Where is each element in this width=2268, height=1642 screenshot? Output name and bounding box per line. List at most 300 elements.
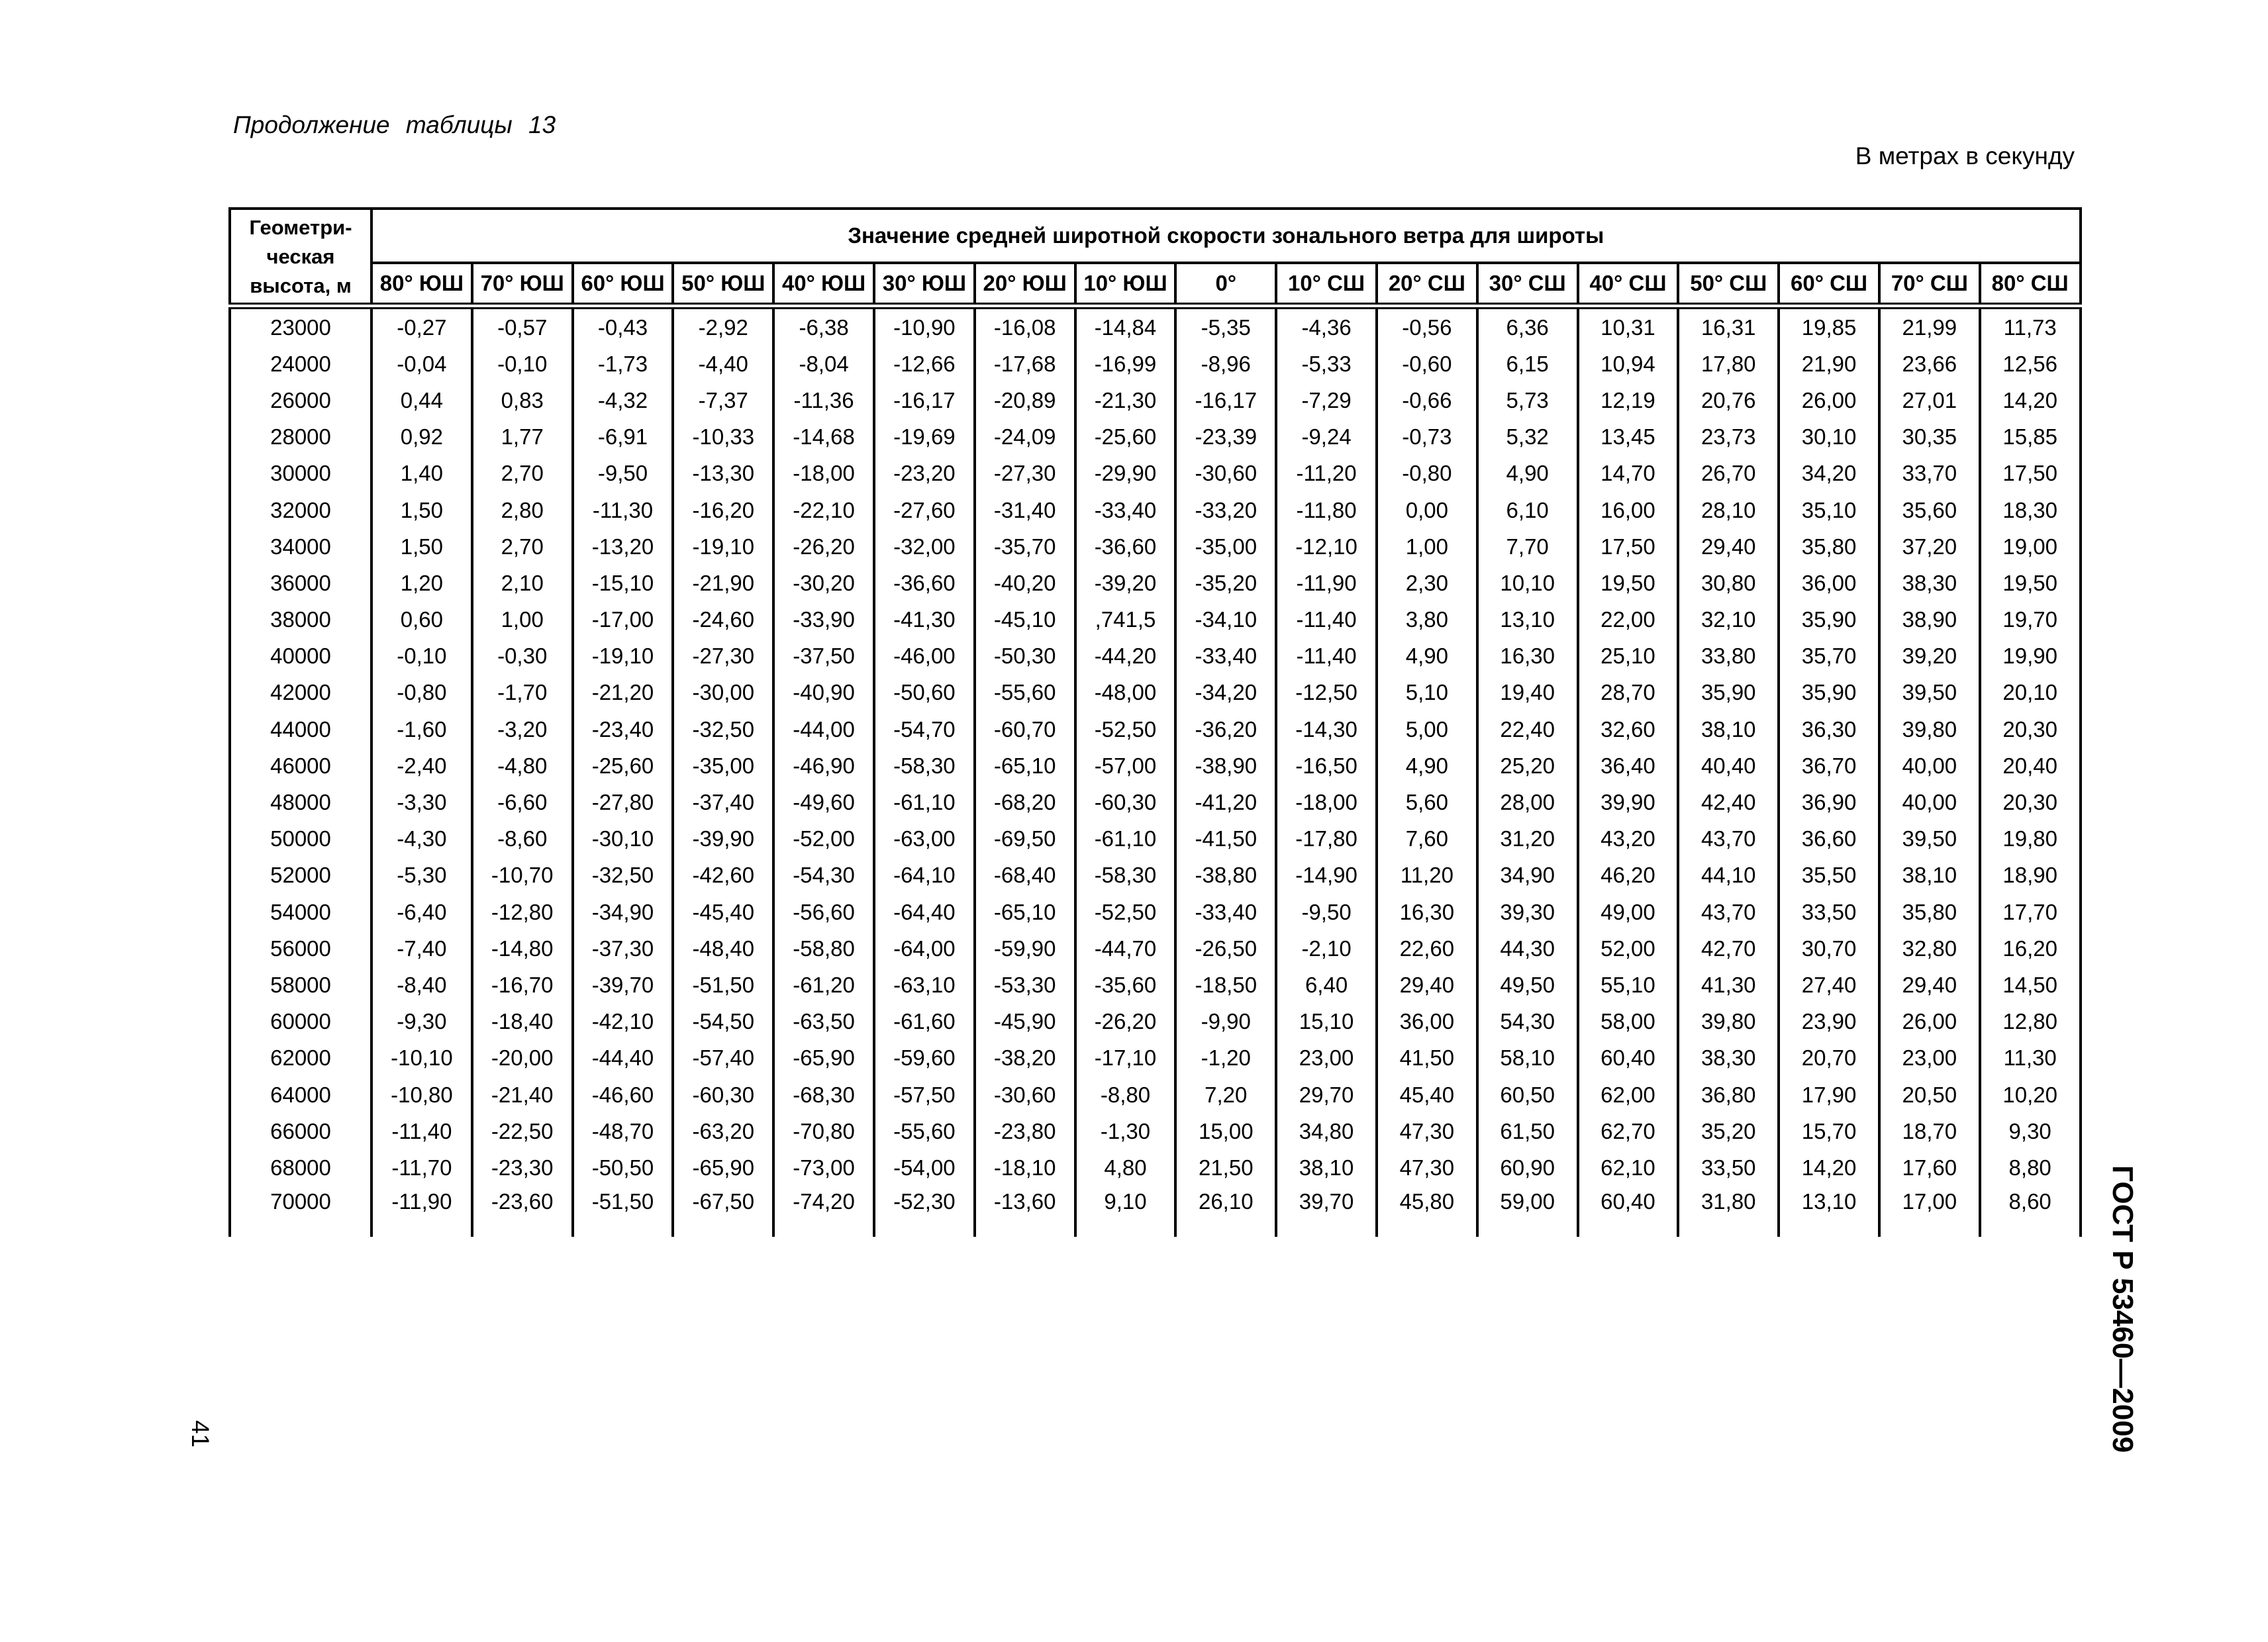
wind-speed-cell: 13,10 bbox=[1779, 1186, 1879, 1237]
wind-speed-cell: -26,20 bbox=[773, 528, 874, 565]
wind-speed-cell: -33,40 bbox=[1075, 492, 1176, 528]
wind-speed-cell: -23,60 bbox=[472, 1186, 573, 1237]
wind-speed-cell: 38,30 bbox=[1678, 1040, 1779, 1077]
header-row-latitudes bbox=[230, 263, 2081, 306]
height-cell: 24000 bbox=[230, 346, 371, 382]
table-caption: Продолжение таблицы 13 bbox=[233, 111, 556, 138]
height-cell: 70000 bbox=[230, 1186, 371, 1237]
wind-speed-cell: 3,80 bbox=[1377, 602, 1477, 638]
wind-speed-cell: -21,90 bbox=[673, 565, 773, 601]
wind-speed-cell: -46,90 bbox=[773, 748, 874, 784]
wind-speed-cell: -36,60 bbox=[1075, 528, 1176, 565]
wind-speed-cell: 4,90 bbox=[1377, 638, 1477, 675]
wind-speed-cell: -30,20 bbox=[773, 565, 874, 601]
wind-speed-cell: -26,20 bbox=[1075, 1004, 1176, 1040]
wind-speed-cell: 23,00 bbox=[1879, 1040, 1980, 1077]
latitude-header: 20° ЮШ bbox=[975, 263, 1075, 306]
wind-speed-cell: 14,20 bbox=[1779, 1149, 1879, 1186]
table-row bbox=[230, 930, 2081, 967]
wind-speed-cell: 42,70 bbox=[1678, 930, 1779, 967]
wind-speed-cell: -67,50 bbox=[673, 1186, 773, 1237]
wind-speed-cell: 39,20 bbox=[1879, 638, 1980, 675]
height-cell: 34000 bbox=[230, 528, 371, 565]
wind-speed-cell: 54,30 bbox=[1477, 1004, 1578, 1040]
wind-speed-cell: -32,50 bbox=[673, 711, 773, 748]
wind-speed-cell: -33,40 bbox=[1175, 638, 1276, 675]
latitude-header: 10° СШ bbox=[1276, 263, 1377, 306]
wind-speed-cell: 23,66 bbox=[1879, 346, 1980, 382]
wind-speed-cell: 17,50 bbox=[1578, 528, 1679, 565]
wind-speed-cell: 5,73 bbox=[1477, 382, 1578, 418]
wind-speed-cell: 35,10 bbox=[1779, 492, 1879, 528]
wind-speed-cell: -5,35 bbox=[1175, 306, 1276, 346]
wind-speed-cell: 36,60 bbox=[1779, 821, 1879, 857]
latitude-header: 40° СШ bbox=[1578, 263, 1679, 306]
wind-speed-cell: 12,80 bbox=[1980, 1004, 2081, 1040]
wind-speed-cell: 30,80 bbox=[1678, 565, 1779, 601]
wind-speed-cell: 2,70 bbox=[472, 456, 573, 492]
wind-speed-cell: -60,30 bbox=[673, 1077, 773, 1113]
wind-speed-cell: -0,60 bbox=[1377, 346, 1477, 382]
height-cell: 32000 bbox=[230, 492, 371, 528]
wind-speed-cell: 39,30 bbox=[1477, 894, 1578, 930]
wind-speed-cell: -11,36 bbox=[773, 382, 874, 418]
wind-speed-cell: 36,90 bbox=[1779, 784, 1879, 820]
wind-speed-cell: 41,30 bbox=[1678, 967, 1779, 1003]
wind-speed-cell: -61,10 bbox=[1075, 821, 1176, 857]
height-header-line: высота, м bbox=[250, 274, 352, 297]
wind-speed-cell: -38,90 bbox=[1175, 748, 1276, 784]
wind-speed-cell: -33,90 bbox=[773, 602, 874, 638]
wind-speed-cell: -49,60 bbox=[773, 784, 874, 820]
wind-speed-cell: -64,40 bbox=[874, 894, 975, 930]
wind-speed-cell: 1,50 bbox=[371, 528, 472, 565]
latitude-header: 40° ЮШ bbox=[773, 263, 874, 306]
wind-speed-cell: -37,50 bbox=[773, 638, 874, 675]
wind-speed-cell: 26,00 bbox=[1779, 382, 1879, 418]
wind-speed-cell: 20,70 bbox=[1779, 1040, 1879, 1077]
wind-speed-cell: 30,35 bbox=[1879, 419, 1980, 456]
wind-speed-cell: -63,10 bbox=[874, 967, 975, 1003]
wind-speed-cell: -12,50 bbox=[1276, 675, 1377, 711]
wind-speed-cell: -27,60 bbox=[874, 492, 975, 528]
wind-speed-cell: -11,80 bbox=[1276, 492, 1377, 528]
wind-speed-cell: 62,70 bbox=[1578, 1113, 1679, 1149]
wind-speed-cell: -16,70 bbox=[472, 967, 573, 1003]
wind-speed-cell: 16,30 bbox=[1477, 638, 1578, 675]
wind-speed-cell: 9,10 bbox=[1075, 1186, 1176, 1237]
wind-speed-cell: 15,10 bbox=[1276, 1004, 1377, 1040]
wind-speed-cell: -11,20 bbox=[1276, 456, 1377, 492]
wind-speed-cell: -14,84 bbox=[1075, 306, 1176, 346]
wind-speed-cell: 17,60 bbox=[1879, 1149, 1980, 1186]
wind-speed-cell: -4,32 bbox=[573, 382, 673, 418]
wind-speed-cell: -11,90 bbox=[371, 1186, 472, 1237]
wind-speed-cell: 58,10 bbox=[1477, 1040, 1578, 1077]
wind-speed-cell: 7,70 bbox=[1477, 528, 1578, 565]
wind-speed-cell: -58,80 bbox=[773, 930, 874, 967]
table-body bbox=[230, 306, 2081, 1237]
wind-speed-cell: -61,10 bbox=[874, 784, 975, 820]
wind-speed-cell: 28,70 bbox=[1578, 675, 1679, 711]
wind-speed-cell: -32,00 bbox=[874, 528, 975, 565]
height-column-header bbox=[230, 209, 371, 306]
wind-speed-cell: -39,90 bbox=[673, 821, 773, 857]
wind-speed-cell: 27,40 bbox=[1779, 967, 1879, 1003]
wind-speed-cell: 16,20 bbox=[1980, 930, 2081, 967]
wind-speed-cell: -52,30 bbox=[874, 1186, 975, 1237]
wind-speed-cell: 34,90 bbox=[1477, 857, 1578, 894]
wind-speed-cell: -17,00 bbox=[573, 602, 673, 638]
wind-speed-cell: -65,10 bbox=[975, 894, 1075, 930]
wind-speed-cell: -52,00 bbox=[773, 821, 874, 857]
wind-speed-cell: -10,70 bbox=[472, 857, 573, 894]
wind-speed-cell: 5,32 bbox=[1477, 419, 1578, 456]
wind-speed-cell: 37,20 bbox=[1879, 528, 1980, 565]
wind-speed-cell: 10,10 bbox=[1477, 565, 1578, 601]
wind-speed-cell: 22,00 bbox=[1578, 602, 1679, 638]
wind-speed-cell: 19,70 bbox=[1980, 602, 2081, 638]
wind-speed-cell: -50,50 bbox=[573, 1149, 673, 1186]
wind-speed-cell: -38,80 bbox=[1175, 857, 1276, 894]
wind-speed-cell: 62,00 bbox=[1578, 1077, 1679, 1113]
wind-speed-cell: -22,10 bbox=[773, 492, 874, 528]
wind-speed-cell: 9,30 bbox=[1980, 1113, 2081, 1149]
wind-speed-cell: 18,70 bbox=[1879, 1113, 1980, 1149]
wind-speed-cell: 39,70 bbox=[1276, 1186, 1377, 1237]
wind-speed-cell: -57,00 bbox=[1075, 748, 1176, 784]
wind-speed-cell: -11,70 bbox=[371, 1149, 472, 1186]
wind-speed-cell: 35,90 bbox=[1779, 602, 1879, 638]
wind-speed-cell: -12,10 bbox=[1276, 528, 1377, 565]
wind-speed-cell: 23,73 bbox=[1678, 419, 1779, 456]
wind-speed-cell: -35,60 bbox=[1075, 967, 1176, 1003]
wind-speed-cell: -11,90 bbox=[1276, 565, 1377, 601]
wind-speed-cell: -3,20 bbox=[472, 711, 573, 748]
wind-speed-cell: 6,40 bbox=[1276, 967, 1377, 1003]
wind-speed-cell: -8,40 bbox=[371, 967, 472, 1003]
wind-speed-cell: -4,36 bbox=[1276, 306, 1377, 346]
wind-speed-cell: 2,70 bbox=[472, 528, 573, 565]
wind-speed-cell: 16,31 bbox=[1678, 306, 1779, 346]
height-cell: 26000 bbox=[230, 382, 371, 418]
wind-speed-cell: 1,00 bbox=[472, 602, 573, 638]
wind-speed-cell: -15,10 bbox=[573, 565, 673, 601]
wind-speed-cell: 30,70 bbox=[1779, 930, 1879, 967]
wind-speed-cell: -11,40 bbox=[1276, 638, 1377, 675]
wind-speed-cell: -36,60 bbox=[874, 565, 975, 601]
wind-speed-cell: ,741,5 bbox=[1075, 602, 1176, 638]
latitude-header: 0° bbox=[1175, 263, 1276, 306]
table-row bbox=[230, 1077, 2081, 1113]
wind-speed-cell: -54,30 bbox=[773, 857, 874, 894]
wind-speed-cell: -31,40 bbox=[975, 492, 1075, 528]
height-cell: 28000 bbox=[230, 419, 371, 456]
wind-speed-cell: 35,90 bbox=[1779, 675, 1879, 711]
wind-speed-cell: 38,10 bbox=[1879, 857, 1980, 894]
wind-speed-table bbox=[228, 207, 2082, 1237]
wind-speed-cell: -5,30 bbox=[371, 857, 472, 894]
wind-speed-cell: 29,40 bbox=[1678, 528, 1779, 565]
wind-speed-cell: -44,40 bbox=[573, 1040, 673, 1077]
wind-speed-cell: -59,60 bbox=[874, 1040, 975, 1077]
table-row bbox=[230, 748, 2081, 784]
wind-speed-cell: -54,00 bbox=[874, 1149, 975, 1186]
wind-speed-cell: 4,80 bbox=[1075, 1149, 1176, 1186]
wind-speed-cell: 20,30 bbox=[1980, 784, 2081, 820]
wind-speed-cell: 17,80 bbox=[1678, 346, 1779, 382]
wind-speed-cell: 2,10 bbox=[472, 565, 573, 601]
wind-speed-cell: -44,20 bbox=[1075, 638, 1176, 675]
wind-speed-cell: 49,50 bbox=[1477, 967, 1578, 1003]
wind-speed-cell: -19,69 bbox=[874, 419, 975, 456]
wind-speed-cell: -5,33 bbox=[1276, 346, 1377, 382]
wind-speed-cell: 22,40 bbox=[1477, 711, 1578, 748]
units-note: В метрах в секунду bbox=[1855, 142, 2075, 169]
wind-speed-cell: -25,60 bbox=[573, 748, 673, 784]
latitude-header: 70° ЮШ bbox=[472, 263, 573, 306]
wind-speed-cell: -55,60 bbox=[975, 675, 1075, 711]
wind-speed-cell: -21,20 bbox=[573, 675, 673, 711]
wind-speed-cell: 45,40 bbox=[1377, 1077, 1477, 1113]
wind-speed-cell: 0,44 bbox=[371, 382, 472, 418]
wind-speed-cell: 34,20 bbox=[1779, 456, 1879, 492]
wind-speed-cell: 39,50 bbox=[1879, 675, 1980, 711]
wind-speed-cell: 43,70 bbox=[1678, 894, 1779, 930]
height-cell: 58000 bbox=[230, 967, 371, 1003]
wind-speed-cell: -45,40 bbox=[673, 894, 773, 930]
wind-speed-cell: 6,10 bbox=[1477, 492, 1578, 528]
table-row bbox=[230, 382, 2081, 418]
wind-speed-cell: 39,80 bbox=[1879, 711, 1980, 748]
wind-speed-cell: -34,90 bbox=[573, 894, 673, 930]
wind-speed-cell: 27,01 bbox=[1879, 382, 1980, 418]
height-cell: 66000 bbox=[230, 1113, 371, 1149]
wind-speed-cell: -21,30 bbox=[1075, 382, 1176, 418]
table-row bbox=[230, 638, 2081, 675]
wind-speed-cell: 2,30 bbox=[1377, 565, 1477, 601]
wind-speed-cell: -24,60 bbox=[673, 602, 773, 638]
wind-speed-cell: -40,20 bbox=[975, 565, 1075, 601]
wind-speed-cell: 20,40 bbox=[1980, 748, 2081, 784]
wind-speed-cell: 36,80 bbox=[1678, 1077, 1779, 1113]
wind-speed-cell: -14,80 bbox=[472, 930, 573, 967]
wind-speed-cell: 40,00 bbox=[1879, 784, 1980, 820]
wind-speed-cell: 19,40 bbox=[1477, 675, 1578, 711]
wind-speed-cell: -73,00 bbox=[773, 1149, 874, 1186]
wind-speed-cell: 36,00 bbox=[1779, 565, 1879, 601]
wind-speed-cell: 31,20 bbox=[1477, 821, 1578, 857]
wind-speed-cell: 43,70 bbox=[1678, 821, 1779, 857]
wind-speed-cell: 19,50 bbox=[1980, 565, 2081, 601]
wind-speed-cell: 44,30 bbox=[1477, 930, 1578, 967]
wind-speed-cell: -45,10 bbox=[975, 602, 1075, 638]
wind-speed-cell: -10,90 bbox=[874, 306, 975, 346]
wind-speed-cell: -10,80 bbox=[371, 1077, 472, 1113]
wind-speed-cell: 43,20 bbox=[1578, 821, 1679, 857]
wind-speed-cell: 23,90 bbox=[1779, 1004, 1879, 1040]
wind-speed-cell: -48,40 bbox=[673, 930, 773, 967]
wind-speed-cell: -7,37 bbox=[673, 382, 773, 418]
wind-speed-cell: 33,70 bbox=[1879, 456, 1980, 492]
latitude-header: 30° ЮШ bbox=[874, 263, 975, 306]
height-cell: 42000 bbox=[230, 675, 371, 711]
wind-speed-cell: -44,70 bbox=[1075, 930, 1176, 967]
wind-speed-cell: 34,80 bbox=[1276, 1113, 1377, 1149]
wind-speed-cell: -64,10 bbox=[874, 857, 975, 894]
wind-speed-cell: 14,50 bbox=[1980, 967, 2081, 1003]
wind-speed-cell: 40,40 bbox=[1678, 748, 1779, 784]
wind-speed-cell: -6,38 bbox=[773, 306, 874, 346]
table-row bbox=[230, 857, 2081, 894]
wind-speed-cell: -14,30 bbox=[1276, 711, 1377, 748]
wind-speed-cell: 42,40 bbox=[1678, 784, 1779, 820]
wind-speed-cell: 19,80 bbox=[1980, 821, 2081, 857]
wind-speed-cell: -58,30 bbox=[874, 748, 975, 784]
height-cell: 44000 bbox=[230, 711, 371, 748]
wind-speed-cell: 36,30 bbox=[1779, 711, 1879, 748]
wind-speed-cell: 29,40 bbox=[1377, 967, 1477, 1003]
wind-speed-cell: -41,50 bbox=[1175, 821, 1276, 857]
wind-speed-cell: -68,40 bbox=[975, 857, 1075, 894]
wind-speed-cell: -46,00 bbox=[874, 638, 975, 675]
wind-speed-cell: -52,50 bbox=[1075, 894, 1176, 930]
wind-speed-cell: -65,90 bbox=[673, 1149, 773, 1186]
wind-speed-cell: -2,92 bbox=[673, 306, 773, 346]
wind-speed-cell: 28,10 bbox=[1678, 492, 1779, 528]
wind-speed-cell: 41,50 bbox=[1377, 1040, 1477, 1077]
wind-speed-cell: 29,70 bbox=[1276, 1077, 1377, 1113]
wind-speed-cell: 10,31 bbox=[1578, 306, 1679, 346]
wind-speed-cell: -26,50 bbox=[1175, 930, 1276, 967]
wind-speed-cell: 20,50 bbox=[1879, 1077, 1980, 1113]
wind-speed-cell: 1,40 bbox=[371, 456, 472, 492]
latitude-group-header: Значение средней широтной скорости зонального ветра для широты bbox=[371, 209, 2081, 263]
wind-speed-cell: -1,20 bbox=[1175, 1040, 1276, 1077]
wind-speed-cell: -33,40 bbox=[1175, 894, 1276, 930]
wind-speed-cell: -17,80 bbox=[1276, 821, 1377, 857]
wind-speed-cell: -70,80 bbox=[773, 1113, 874, 1149]
wind-speed-cell: -6,91 bbox=[573, 419, 673, 456]
table-row bbox=[230, 492, 2081, 528]
wind-speed-cell: 31,80 bbox=[1678, 1186, 1779, 1237]
wind-speed-cell: -25,60 bbox=[1075, 419, 1176, 456]
document-designation: ГОСТ Р 53460—2009 bbox=[2106, 1165, 2139, 1453]
wind-speed-cell: 47,30 bbox=[1377, 1113, 1477, 1149]
wind-speed-cell: 36,40 bbox=[1578, 748, 1679, 784]
wind-speed-cell: 0,00 bbox=[1377, 492, 1477, 528]
wind-speed-cell: -10,10 bbox=[371, 1040, 472, 1077]
wind-speed-cell: -39,70 bbox=[573, 967, 673, 1003]
height-cell: 50000 bbox=[230, 821, 371, 857]
wind-speed-cell: 55,10 bbox=[1578, 967, 1679, 1003]
wind-speed-cell: 60,40 bbox=[1578, 1186, 1679, 1237]
wind-speed-cell: -30,60 bbox=[975, 1077, 1075, 1113]
wind-speed-cell: -63,50 bbox=[773, 1004, 874, 1040]
wind-speed-cell: -36,20 bbox=[1175, 711, 1276, 748]
wind-speed-cell: 15,00 bbox=[1175, 1113, 1276, 1149]
table-row bbox=[230, 565, 2081, 601]
wind-speed-cell: 26,00 bbox=[1879, 1004, 1980, 1040]
wind-speed-cell: 19,90 bbox=[1980, 638, 2081, 675]
wind-speed-cell: 5,00 bbox=[1377, 711, 1477, 748]
wind-speed-cell: 58,00 bbox=[1578, 1004, 1679, 1040]
wind-speed-cell: 1,20 bbox=[371, 565, 472, 601]
wind-speed-cell: 17,90 bbox=[1779, 1077, 1879, 1113]
wind-speed-cell: -44,00 bbox=[773, 711, 874, 748]
wind-speed-cell: -16,08 bbox=[975, 306, 1075, 346]
wind-speed-cell: -1,30 bbox=[1075, 1113, 1176, 1149]
wind-speed-cell: -4,40 bbox=[673, 346, 773, 382]
wind-speed-cell: 15,85 bbox=[1980, 419, 2081, 456]
wind-speed-cell: 30,10 bbox=[1779, 419, 1879, 456]
wind-speed-cell: -34,20 bbox=[1175, 675, 1276, 711]
wind-speed-cell: 25,10 bbox=[1578, 638, 1679, 675]
wind-speed-cell: -0,30 bbox=[472, 638, 573, 675]
wind-speed-cell: -64,00 bbox=[874, 930, 975, 967]
wind-speed-cell: -34,10 bbox=[1175, 602, 1276, 638]
wind-speed-cell: -16,17 bbox=[874, 382, 975, 418]
wind-speed-cell: 11,30 bbox=[1980, 1040, 2081, 1077]
wind-speed-cell: 26,70 bbox=[1678, 456, 1779, 492]
wind-speed-cell: -0,43 bbox=[573, 306, 673, 346]
height-header-line: ческая bbox=[266, 245, 335, 268]
wind-speed-cell: -8,04 bbox=[773, 346, 874, 382]
wind-speed-cell: 35,70 bbox=[1779, 638, 1879, 675]
wind-speed-cell: 1,50 bbox=[371, 492, 472, 528]
wind-speed-cell: -63,20 bbox=[673, 1113, 773, 1149]
wind-speed-cell: 38,10 bbox=[1678, 711, 1779, 748]
wind-speed-cell: -51,50 bbox=[673, 967, 773, 1003]
height-cell: 40000 bbox=[230, 638, 371, 675]
wind-speed-cell: -0,80 bbox=[371, 675, 472, 711]
height-cell: 38000 bbox=[230, 602, 371, 638]
wind-speed-cell: 6,36 bbox=[1477, 306, 1578, 346]
wind-speed-cell: -53,30 bbox=[975, 967, 1075, 1003]
wind-speed-cell: 21,50 bbox=[1175, 1149, 1276, 1186]
wind-speed-cell: 8,60 bbox=[1980, 1186, 2081, 1237]
wind-speed-cell: 22,60 bbox=[1377, 930, 1477, 967]
wind-speed-cell: -3,30 bbox=[371, 784, 472, 820]
wind-speed-cell: 35,80 bbox=[1879, 894, 1980, 930]
wind-speed-cell: -9,24 bbox=[1276, 419, 1377, 456]
page-number: 41 bbox=[187, 1420, 214, 1448]
wind-speed-cell: -65,10 bbox=[975, 748, 1075, 784]
wind-speed-cell: 35,60 bbox=[1879, 492, 1980, 528]
wind-speed-cell: -16,20 bbox=[673, 492, 773, 528]
wind-speed-cell: -60,30 bbox=[1075, 784, 1176, 820]
wind-speed-cell: 33,50 bbox=[1779, 894, 1879, 930]
wind-speed-cell: -18,10 bbox=[975, 1149, 1075, 1186]
wind-speed-cell: 20,30 bbox=[1980, 711, 2081, 748]
wind-speed-cell: 29,40 bbox=[1879, 967, 1980, 1003]
latitude-header: 80° ЮШ bbox=[371, 263, 472, 306]
wind-speed-cell: 1,77 bbox=[472, 419, 573, 456]
table-row bbox=[230, 602, 2081, 638]
wind-speed-cell: 4,90 bbox=[1477, 456, 1578, 492]
wind-speed-cell: -33,20 bbox=[1175, 492, 1276, 528]
wind-speed-cell: 60,40 bbox=[1578, 1040, 1679, 1077]
wind-speed-cell: -6,40 bbox=[371, 894, 472, 930]
wind-speed-cell: -0,57 bbox=[472, 306, 573, 346]
wind-speed-cell: 32,80 bbox=[1879, 930, 1980, 967]
wind-speed-cell: 26,10 bbox=[1175, 1186, 1276, 1237]
wind-speed-cell: 19,85 bbox=[1779, 306, 1879, 346]
wind-speed-cell: -24,09 bbox=[975, 419, 1075, 456]
wind-speed-cell: 36,00 bbox=[1377, 1004, 1477, 1040]
table-row bbox=[230, 1040, 2081, 1077]
wind-speed-cell: -0,73 bbox=[1377, 419, 1477, 456]
